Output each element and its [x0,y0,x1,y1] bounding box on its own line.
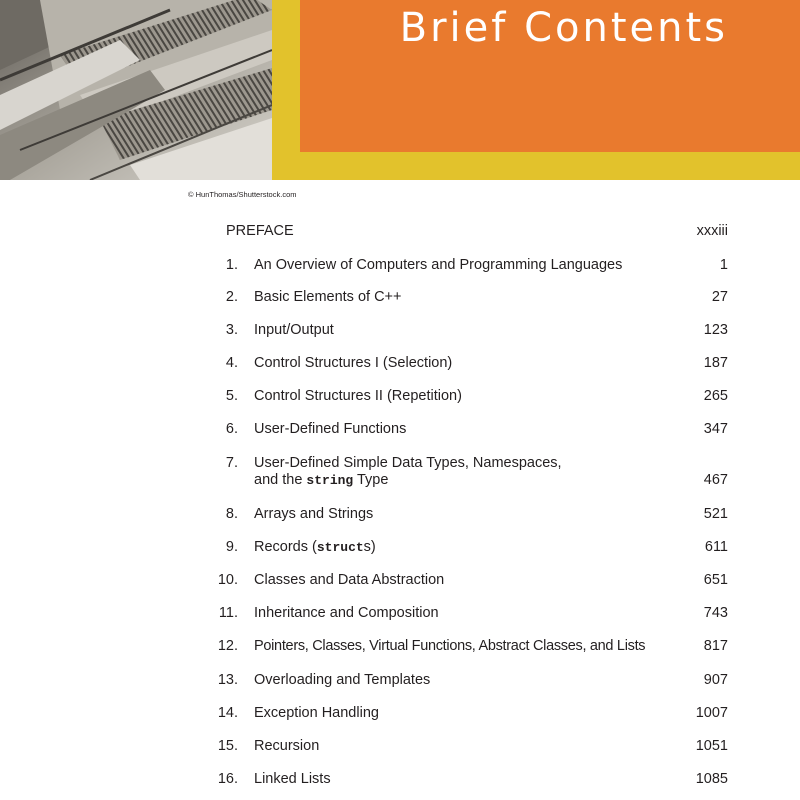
building-facade-photo [0,0,272,180]
toc-chapter-title: Exception Handling [254,705,379,721]
toc-chapter-number: 5. [225,388,238,404]
toc-chapter-title: Basic Elements of C++ [254,289,402,305]
toc-chapter-title: Recursion [254,738,320,754]
toc-chapter-number: 6. [225,421,238,437]
page-header [0,0,800,180]
toc-page-number: 467 [703,472,728,488]
toc-page-number: 27 [711,289,728,305]
toc-chapter-number: 10. [217,572,238,588]
toc-page-number: 743 [703,605,728,621]
toc-chapter-number: 15. [217,738,238,754]
toc-chapter-number: 4. [225,355,238,371]
title-text: s) [363,539,376,555]
toc-page-number: 651 [703,572,728,588]
toc-page-number: xxxiii [696,223,728,239]
toc-chapter-number: 13. [217,672,238,688]
toc-chapter-title: Inheritance and Composition [254,605,439,621]
toc-chapter-title: Classes and Data Abstraction [254,572,445,588]
title-text: Type [353,472,389,488]
toc-chapter-title: Input/Output [254,322,334,338]
toc-page-number: 1007 [695,705,728,721]
toc-preface-label: PREFACE [226,223,294,239]
toc-page-number: 347 [703,421,728,437]
toc-chapter-title: An Overview of Computers and Programming Languages [254,257,623,273]
toc-chapter-number: 9. [225,539,238,555]
page-title: Brief Contents [399,5,728,51]
code-keyword: string [306,473,354,488]
toc-chapter-title: Linked Lists [254,771,331,787]
title-text: Records ( [254,539,317,555]
toc-page-number: 265 [703,388,728,404]
toc-chapter-number: 14. [217,705,238,721]
toc-page-number: 521 [703,506,728,522]
toc-chapter-title: Overloading and Templates [254,672,431,688]
toc-chapter-number: 16. [217,771,238,787]
toc-chapter-number: 1. [225,257,238,273]
toc-chapter-title: Arrays and Strings [254,506,374,522]
toc-chapter-number: 7. [225,455,238,471]
toc-page-number: 817 [703,638,728,654]
toc-page-number: 1085 [695,771,728,787]
toc-page-number: 1051 [695,738,728,754]
toc-page-number: 187 [703,355,728,371]
photo-credit: © HunThomas/Shutterstock.com [188,190,297,199]
toc-page-number: 123 [703,322,728,338]
toc-chapter-title: Control Structures II (Repetition) [254,388,462,404]
toc-chapter-number: 11. [218,605,238,621]
toc-chapter-number: 12. [217,638,238,654]
code-keyword: struct [316,540,364,555]
toc-page-number: 1 [719,257,728,273]
toc-chapter-title-line2 [254,472,388,489]
title-text: and the [254,472,307,488]
toc-page-number: 611 [704,539,728,555]
toc-chapter-number: 3. [225,322,238,338]
toc-chapter-title: User-Defined Functions [254,421,407,437]
toc-page-number: 907 [703,672,728,688]
toc-chapter-number: 8. [225,506,238,522]
toc-chapter-title: Control Structures I (Selection) [254,355,453,371]
toc-chapter-title: Pointers, Classes, Virtual Functions, Abstract Classes, and Lists [254,638,646,654]
toc-chapter-title-line1: User-Defined Simple Data Types, Namespaces, [254,455,562,471]
toc-chapter-number: 2. [225,289,238,305]
toc-chapter-title [254,539,376,556]
